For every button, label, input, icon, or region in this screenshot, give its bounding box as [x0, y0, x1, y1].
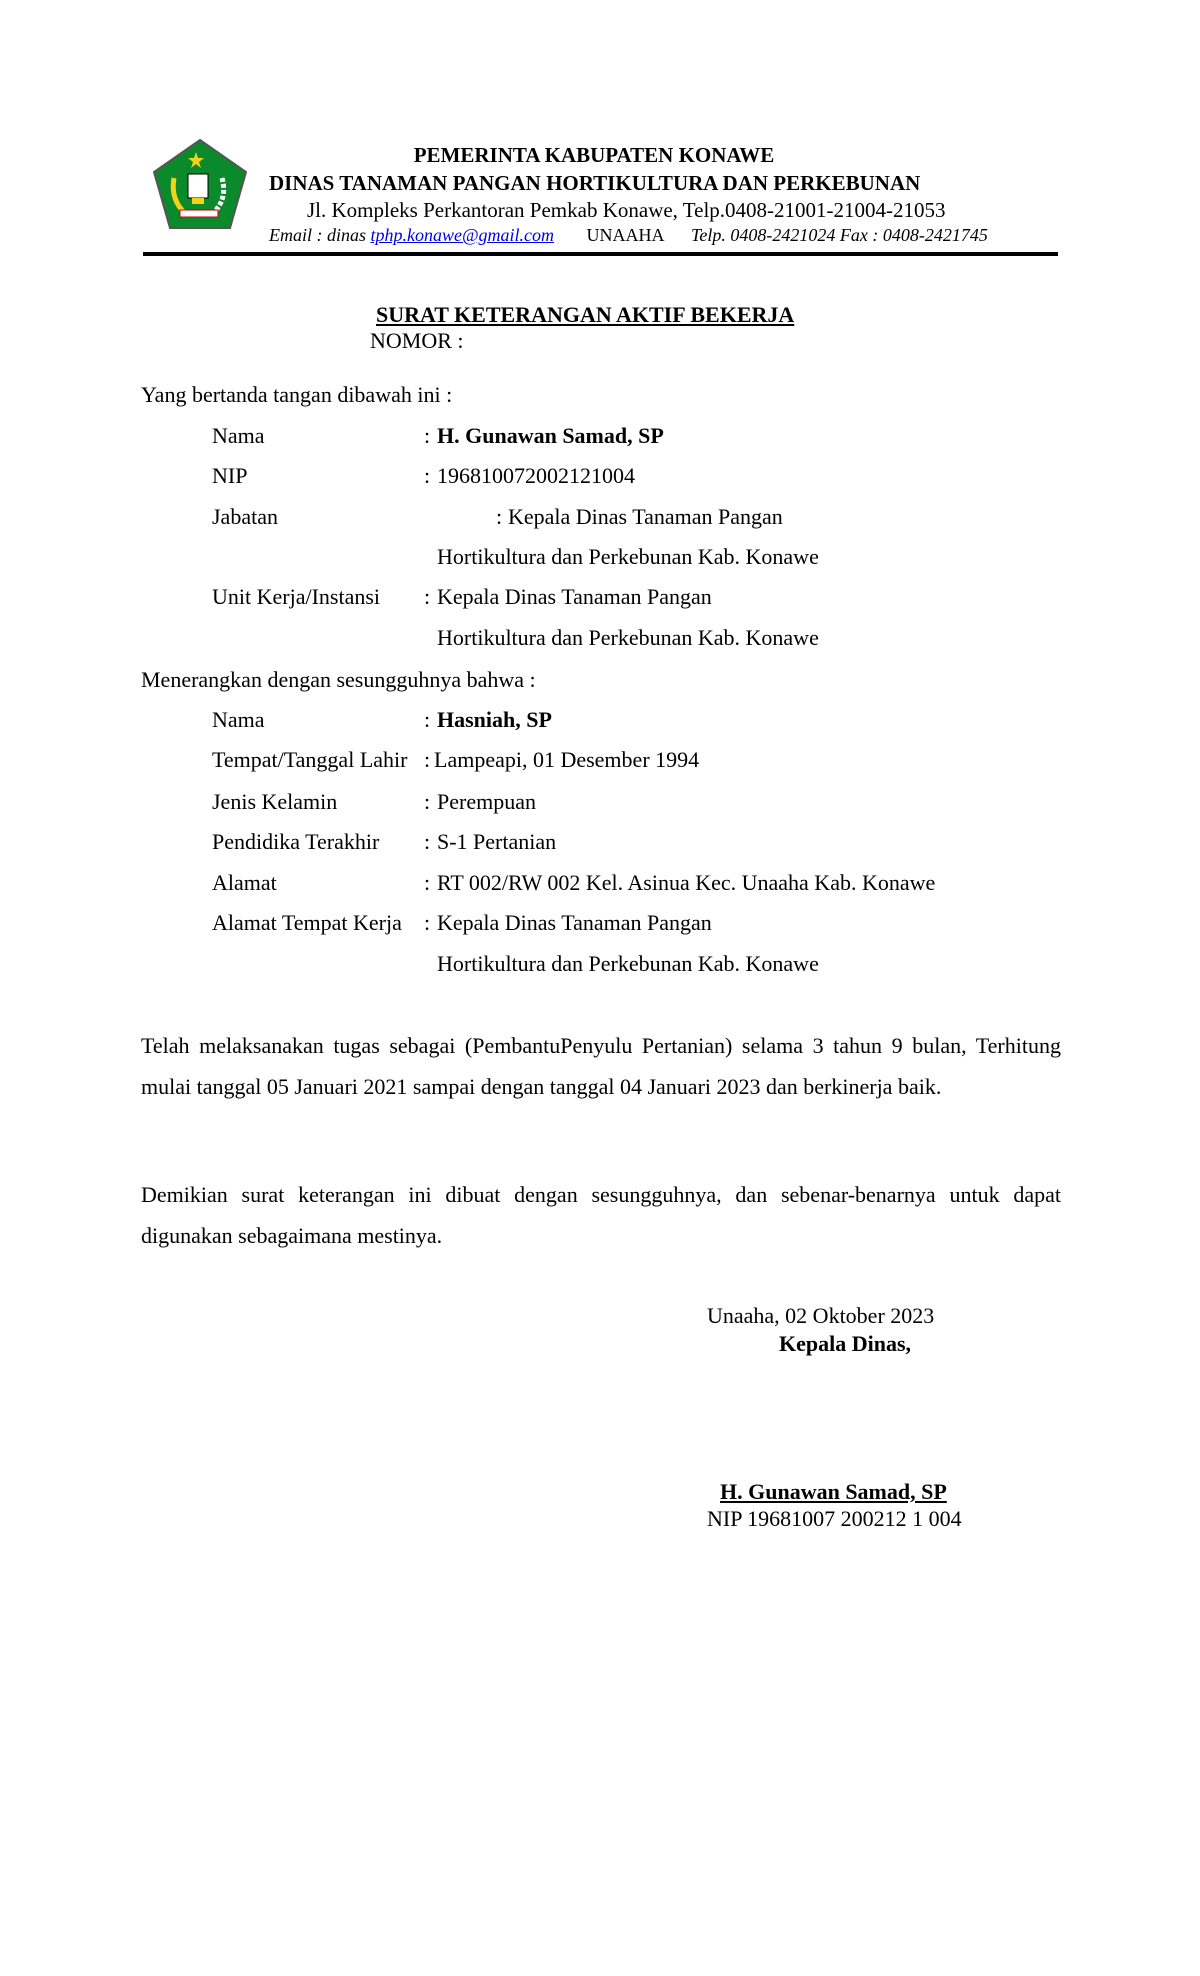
subject-gender-value: Perempuan	[437, 789, 536, 814]
header-address: Jl. Kompleks Perkantoran Pemkab Konawe, Telp.0408-21001-21004-21053	[307, 198, 946, 222]
signer-nip-value: 196810072002121004	[437, 463, 635, 488]
header-agency: DINAS TANAMAN PANGAN HORTIKULTURA DAN PERKEBUNAN	[269, 171, 921, 195]
place-date: Unaaha, 02 Oktober 2023	[707, 1303, 935, 1328]
signer-unit-value-cont: Hortikultura dan Perkebunan Kab. Konawe	[437, 625, 819, 650]
closing-paragraph: Demikian surat keterangan ini dibuat dengan sesungguhnya, dan sebenar-benarnya untuk dapat digunakan sebagaimana mestinya.	[141, 1182, 1061, 1248]
colon: :	[424, 463, 431, 488]
colon: :	[424, 829, 431, 854]
intro-text: Yang bertanda tangan dibawah ini :	[141, 382, 453, 407]
subject-workplace-value: Kepala Dinas Tanaman Pangan	[437, 910, 712, 935]
subject-address-value: RT 002/RW 002 Kel. Asinua Kec. Unaaha Kab. Konawe	[437, 870, 936, 895]
document-number: NOMOR :	[370, 328, 464, 353]
phone-fax: Telp. 0408-2421024 Fax : 0408-2421745	[691, 225, 988, 245]
subject-address-label: Alamat	[212, 870, 277, 895]
header-government: PEMERINTA KABUPATEN KONAWE	[413, 143, 775, 167]
colon: :	[424, 423, 431, 448]
colon: :	[424, 910, 431, 935]
signer-title: Kepala Dinas,	[779, 1331, 912, 1356]
header-contact	[269, 223, 988, 247]
signer-unit-label: Unit Kerja/Instansi	[212, 584, 381, 609]
subject-workplace-value-cont: Hortikultura dan Perkebunan Kab. Konawe	[437, 951, 819, 976]
signature-name: H. Gunawan Samad, SP	[720, 1479, 947, 1504]
subject-gender-label: Jenis Kelamin	[212, 789, 338, 814]
header-divider	[143, 252, 1058, 256]
signature-nip: NIP 19681007 200212 1 004	[707, 1506, 962, 1531]
service-paragraph: Telah melaksanakan tugas sebagai (PembantuPenyulu Pertanian) selama 3 tahun 9 bulan, Terhitung mulai tanggal 05 Januari 2021 sampai dengan tanggal 04 Januari 2023 dan berkinerja baik.	[141, 1033, 1061, 1099]
colon: :	[496, 504, 503, 529]
signer-position-value: Kepala Dinas Tanaman Pangan	[508, 504, 783, 529]
signer-unit-value: Kepala Dinas Tanaman Pangan	[437, 584, 712, 609]
subject-workplace-label: Alamat Tempat Kerja	[212, 910, 402, 935]
document-title: SURAT KETERANGAN AKTIF BEKERJA	[376, 302, 795, 327]
subject-name-value: Hasniah, SP	[437, 707, 552, 732]
email-label: Email : dinas	[269, 225, 366, 245]
signer-nip-label: NIP	[212, 463, 248, 488]
city: UNAAHA	[586, 225, 665, 245]
colon: :	[424, 870, 431, 895]
subject-birth-value: Lampeapi, 01 Desember 1994	[434, 747, 700, 772]
colon: :	[424, 789, 431, 814]
colon: :	[424, 584, 431, 609]
signer-position-value-cont: Hortikultura dan Perkebunan Kab. Konawe	[437, 544, 819, 569]
colon: :	[424, 747, 431, 772]
colon: :	[424, 707, 431, 732]
subject-education-value: S-1 Pertanian	[437, 829, 557, 854]
declare-text: Menerangkan dengan sesungguhnya bahwa :	[141, 667, 536, 692]
subject-birth-label: Tempat/Tanggal Lahir	[212, 747, 408, 772]
subject-name-label: Nama	[212, 707, 265, 732]
signer-position-label: Jabatan	[212, 504, 278, 529]
signer-name-label: Nama	[212, 423, 265, 448]
email-link[interactable]: tphp.konawe@gmail.com	[370, 225, 555, 245]
subject-education-label: Pendidika Terakhir	[212, 829, 380, 854]
signer-name-value: H. Gunawan Samad, SP	[437, 423, 664, 448]
